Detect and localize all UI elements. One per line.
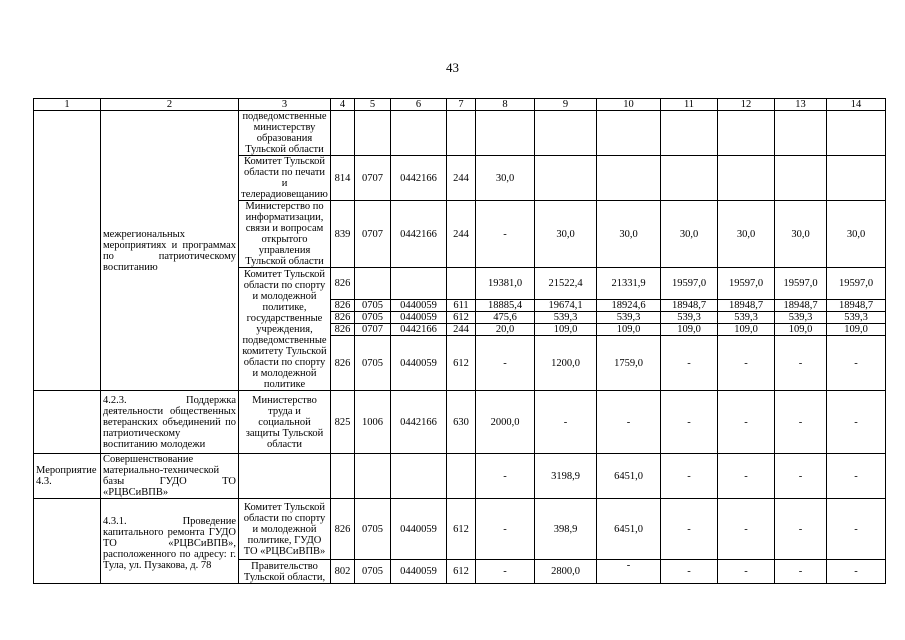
cell-event-code: Мероприятие 4.3. xyxy=(34,454,101,499)
table-row xyxy=(34,391,886,454)
cell-c7: 611 xyxy=(447,300,476,312)
cell-c4: 826 xyxy=(331,499,355,560)
cell-c12: 539,3 xyxy=(718,312,775,324)
cell-c7 xyxy=(447,268,476,300)
cell-c7 xyxy=(447,111,476,156)
cell-event-name: Совершенствование материально-технической базы ГУДО ТО «РЦВСиВПВ» xyxy=(101,454,239,499)
header-cell: 7 xyxy=(447,99,476,111)
cell-executor xyxy=(239,454,331,499)
cell-c6: 0442166 xyxy=(391,391,447,454)
header-cell: 5 xyxy=(355,99,391,111)
cell-c11: 30,0 xyxy=(661,201,718,268)
cell-executor: Правительство Тульской области, xyxy=(239,560,331,584)
cell-c10: 18924,6 xyxy=(597,300,661,312)
cell-c13 xyxy=(775,111,827,156)
cell-executor: Комитет Тульской области по спорту и молодежной политике, государственные учреждения, подведомственные комитету Тульской области по спорту и молодежной политике xyxy=(239,268,331,391)
cell-c14: 30,0 xyxy=(827,201,886,268)
table-row xyxy=(34,454,886,499)
cell-c11: - xyxy=(661,560,718,584)
cell-c8: 30,0 xyxy=(476,156,535,201)
cell-c8: - xyxy=(476,201,535,268)
cell-c13: 539,3 xyxy=(775,312,827,324)
cell-c12 xyxy=(718,111,775,156)
cell-c7: 244 xyxy=(447,201,476,268)
header-cell: 2 xyxy=(101,99,239,111)
cell-c12: 18948,7 xyxy=(718,300,775,312)
cell-c11: - xyxy=(661,499,718,560)
cell-c8: 18885,4 xyxy=(476,300,535,312)
cell-c9: - xyxy=(535,391,597,454)
cell-c11: 19597,0 xyxy=(661,268,718,300)
cell-c11: 539,3 xyxy=(661,312,718,324)
budget-table xyxy=(33,98,886,584)
cell-c14: - xyxy=(827,499,886,560)
cell-c12: - xyxy=(718,499,775,560)
cell-c12: - xyxy=(718,560,775,584)
cell-c5 xyxy=(355,111,391,156)
cell-c13: - xyxy=(775,560,827,584)
cell-c12 xyxy=(718,156,775,201)
page-number: 43 xyxy=(446,60,459,75)
cell-c10: 30,0 xyxy=(597,201,661,268)
cell-c8 xyxy=(476,111,535,156)
cell-c8: - xyxy=(476,454,535,499)
cell-c14: 539,3 xyxy=(827,312,886,324)
cell-c5 xyxy=(355,454,391,499)
cell-c4: 839 xyxy=(331,201,355,268)
cell-c9: 19674,1 xyxy=(535,300,597,312)
cell-c4: 826 xyxy=(331,312,355,324)
cell-c12: - xyxy=(718,454,775,499)
cell-c6: 0440059 xyxy=(391,560,447,584)
cell-c6: 0442166 xyxy=(391,201,447,268)
cell-event-name: 4.3.1. Проведение капитального ремонта ГУДО ТО «РЦВСиВПВ», расположенного по адресу: г. Тула, ул. Пузакова, д. 78 xyxy=(101,499,239,584)
cell-c6: 0440059 xyxy=(391,300,447,312)
cell-c7 xyxy=(447,454,476,499)
cell-c5: 0707 xyxy=(355,201,391,268)
cell-c4: 826 xyxy=(331,336,355,391)
cell-c14: - xyxy=(827,391,886,454)
cell-c7: 244 xyxy=(447,324,476,336)
cell-c10: 1759,0 xyxy=(597,336,661,391)
cell-c9: 3198,9 xyxy=(535,454,597,499)
cell-c14 xyxy=(827,111,886,156)
cell-c13 xyxy=(775,156,827,201)
header-cell: 13 xyxy=(775,99,827,111)
cell-c6 xyxy=(391,454,447,499)
cell-c11 xyxy=(661,111,718,156)
cell-c9: 539,3 xyxy=(535,312,597,324)
cell-c12: - xyxy=(718,336,775,391)
cell-c5: 1006 xyxy=(355,391,391,454)
header-cell: 12 xyxy=(718,99,775,111)
header-cell: 11 xyxy=(661,99,718,111)
cell-c9 xyxy=(535,111,597,156)
header-cell: 6 xyxy=(391,99,447,111)
cell-c6: 0440059 xyxy=(391,499,447,560)
cell-c10: 109,0 xyxy=(597,324,661,336)
cell-c12: 109,0 xyxy=(718,324,775,336)
cell-c5: 0705 xyxy=(355,312,391,324)
cell-c5: 0707 xyxy=(355,324,391,336)
cell-c5 xyxy=(355,268,391,300)
cell-c12: 30,0 xyxy=(718,201,775,268)
cell-c14: 109,0 xyxy=(827,324,886,336)
cell-event-name: межрегиональных мероприятиях и программах по патриотическому воспитанию xyxy=(101,111,239,391)
cell-c5: 0705 xyxy=(355,499,391,560)
cell-c13: 30,0 xyxy=(775,201,827,268)
cell-c5: 0705 xyxy=(355,560,391,584)
cell-c4: 814 xyxy=(331,156,355,201)
cell-c11: - xyxy=(661,336,718,391)
cell-c1 xyxy=(34,391,101,454)
cell-c13: - xyxy=(775,391,827,454)
cell-c9: 398,9 xyxy=(535,499,597,560)
cell-c5: 0705 xyxy=(355,336,391,391)
cell-c14: - xyxy=(827,336,886,391)
cell-c12: 19597,0 xyxy=(718,268,775,300)
cell-c4: 826 xyxy=(331,268,355,300)
header-cell: 1 xyxy=(34,99,101,111)
cell-c11: - xyxy=(661,391,718,454)
cell-c9 xyxy=(535,156,597,201)
cell-c10 xyxy=(597,111,661,156)
cell-c11: 109,0 xyxy=(661,324,718,336)
header-cell: 10 xyxy=(597,99,661,111)
cell-c7: 630 xyxy=(447,391,476,454)
cell-c4: 802 xyxy=(331,560,355,584)
cell-c6: 0442166 xyxy=(391,324,447,336)
cell-c8: - xyxy=(476,336,535,391)
header-row xyxy=(34,99,886,111)
cell-c8: 475,6 xyxy=(476,312,535,324)
cell-c4: 825 xyxy=(331,391,355,454)
cell-c4 xyxy=(331,454,355,499)
cell-c10: 21331,9 xyxy=(597,268,661,300)
header-cell: 4 xyxy=(331,99,355,111)
cell-c14: 18948,7 xyxy=(827,300,886,312)
cell-executor: Министерство труда и социальной защиты Тульской области xyxy=(239,391,331,454)
table-row xyxy=(34,111,886,156)
cell-executor: подведомственные министерству образования Тульской области xyxy=(239,111,331,156)
cell-c10: - xyxy=(597,391,661,454)
cell-executor: Комитет Тульской области по печати и телерадиовещанию xyxy=(239,156,331,201)
cell-c4 xyxy=(331,111,355,156)
cell-c7: 612 xyxy=(447,560,476,584)
cell-c6 xyxy=(391,111,447,156)
cell-c8: - xyxy=(476,499,535,560)
cell-c8: 2000,0 xyxy=(476,391,535,454)
cell-c5: 0707 xyxy=(355,156,391,201)
cell-c6: 0440059 xyxy=(391,312,447,324)
cell-c14: 19597,0 xyxy=(827,268,886,300)
cell-c9: 1200,0 xyxy=(535,336,597,391)
cell-c10: 6451,0 xyxy=(597,499,661,560)
cell-c7: 612 xyxy=(447,499,476,560)
cell-c11: 18948,7 xyxy=(661,300,718,312)
cell-c13: - xyxy=(775,499,827,560)
cell-c9: 109,0 xyxy=(535,324,597,336)
cell-c9: 2800,0 xyxy=(535,560,597,584)
cell-c11: - xyxy=(661,454,718,499)
cell-c13: 109,0 xyxy=(775,324,827,336)
cell-c14 xyxy=(827,156,886,201)
cell-c8: - xyxy=(476,560,535,584)
table-row xyxy=(34,499,886,560)
cell-c6: 0442166 xyxy=(391,156,447,201)
cell-c13: 19597,0 xyxy=(775,268,827,300)
cell-c7: 612 xyxy=(447,336,476,391)
header-cell: 3 xyxy=(239,99,331,111)
cell-c12: - xyxy=(718,391,775,454)
cell-c10: 539,3 xyxy=(597,312,661,324)
cell-c7: 244 xyxy=(447,156,476,201)
cell-c10: - xyxy=(597,560,661,584)
header-cell: 8 xyxy=(476,99,535,111)
cell-c13: - xyxy=(775,336,827,391)
cell-c8: 19381,0 xyxy=(476,268,535,300)
cell-c7: 612 xyxy=(447,312,476,324)
cell-c1 xyxy=(34,499,101,584)
cell-c10: 6451,0 xyxy=(597,454,661,499)
cell-c14: - xyxy=(827,560,886,584)
header-cell: 9 xyxy=(535,99,597,111)
cell-c13: - xyxy=(775,454,827,499)
cell-executor: Министерство по информатизации, связи и вопросам открытого управления Тульской области xyxy=(239,201,331,268)
cell-c4: 826 xyxy=(331,324,355,336)
cell-c14: - xyxy=(827,454,886,499)
cell-c8: 20,0 xyxy=(476,324,535,336)
cell-c6 xyxy=(391,268,447,300)
cell-c13: 18948,7 xyxy=(775,300,827,312)
cell-c5: 0705 xyxy=(355,300,391,312)
cell-event-name: 4.2.3. Поддержка деятельности общественных ветеранских объединений по патриотическому воспитанию молодежи xyxy=(101,391,239,454)
cell-c9: 21522,4 xyxy=(535,268,597,300)
cell-c4: 826 xyxy=(331,300,355,312)
header-cell: 14 xyxy=(827,99,886,111)
cell-c11 xyxy=(661,156,718,201)
cell-c6: 0440059 xyxy=(391,336,447,391)
cell-executor: Комитет Тульской области по спорту и молодежной политике, ГУДО ТО «РЦВСиВПВ» xyxy=(239,499,331,560)
cell-c9: 30,0 xyxy=(535,201,597,268)
cell-c10 xyxy=(597,156,661,201)
cell-c1 xyxy=(34,111,101,391)
